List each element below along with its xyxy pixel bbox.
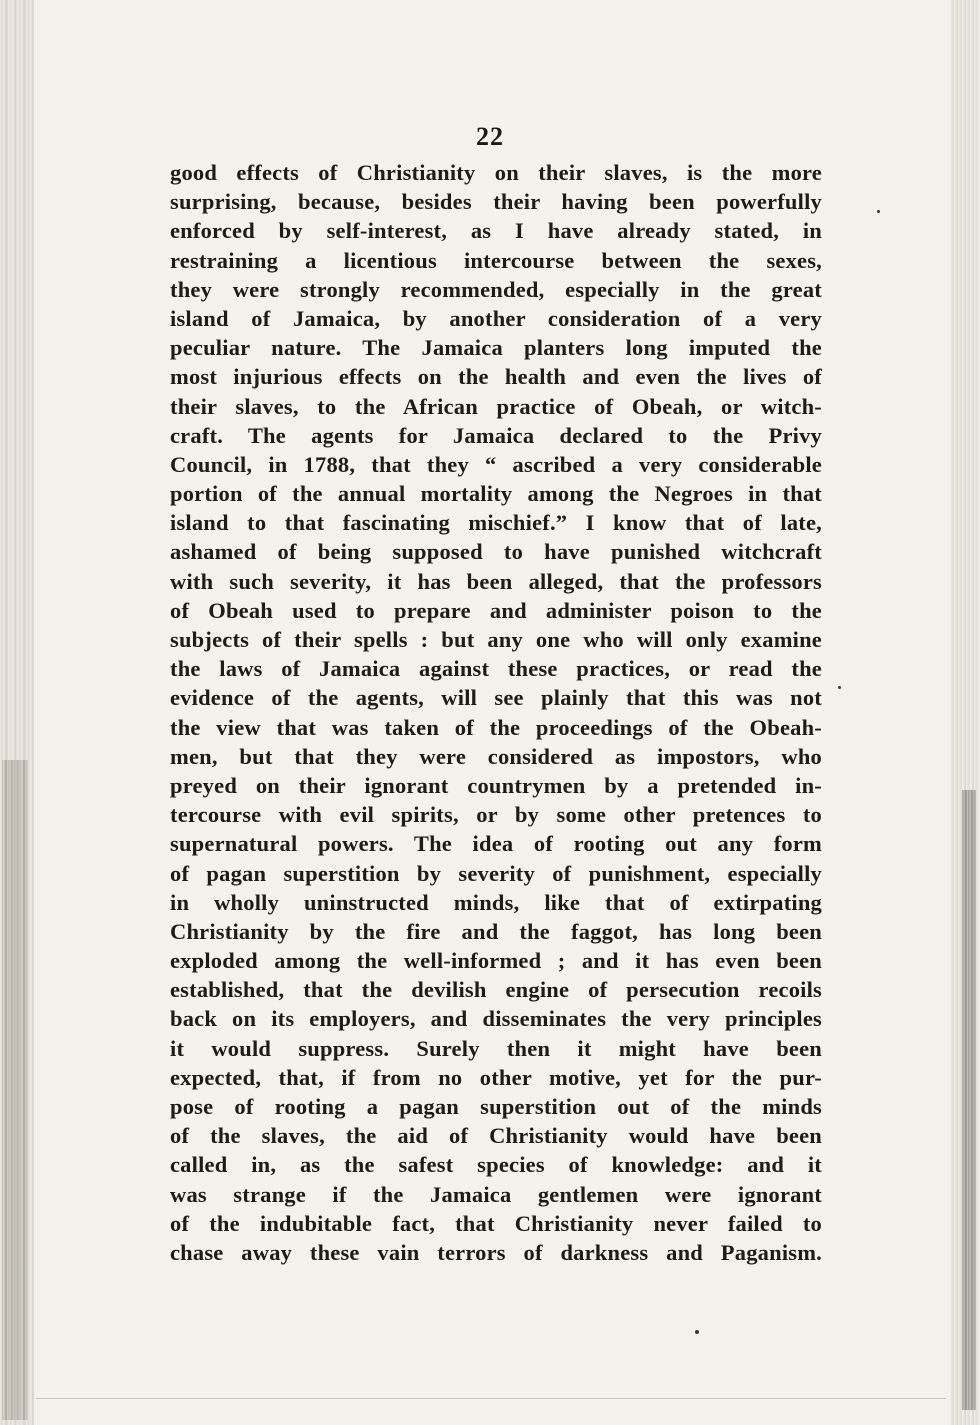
left-binding-dark-band [2, 760, 28, 1420]
text-line: subjects of their spells : but any one who will only examine [170, 627, 822, 652]
ink-speck [877, 210, 880, 213]
text-line: ashamed of being supposed to have punished witchcraft [170, 539, 822, 565]
text-line: they were strongly recommended, especially in the great [170, 276, 822, 302]
bottom-page-edge [36, 1398, 946, 1399]
text-line: portion of the annual mortality among the Negroes in that [170, 481, 822, 507]
text-line: with such severity, it has been alleged, that the professors [170, 568, 822, 594]
text-line: back on its employers, and disseminates the very principles [170, 1006, 822, 1032]
text-line: expected, that, if from no other motive, yet for the pur- [170, 1064, 822, 1090]
text-line: Christianity by the fire and the faggot, has long been [170, 918, 822, 944]
text-line: tercourse with evil spirits, or by some other pretences to [170, 802, 822, 828]
text-line: restraining a licentious intercourse between the sexes, [170, 247, 822, 273]
text-line: island to that fascinating mischief.” I know that of late, [170, 510, 822, 536]
text-line: craft. The agents for Jamaica declared to the Privy [170, 422, 822, 448]
text-line: was strange if the Jamaica gentlemen were ignorant [170, 1181, 822, 1207]
text-line: of the indubitable fact, that Christianity never failed to [170, 1210, 822, 1236]
text-line: enforced by self-interest, as I have already stated, in [170, 218, 822, 244]
text-line: their slaves, to the African practice of Obeah, or witch- [170, 393, 822, 419]
text-line: most injurious effects on the health and even the lives of [170, 364, 822, 390]
text-line: the laws of Jamaica against these practices, or read the [170, 656, 822, 682]
text-line: peculiar nature. The Jamaica planters long imputed the [170, 335, 822, 361]
text-line: in wholly uninstructed minds, like that of extirpating [170, 889, 822, 915]
body-text [170, 158, 822, 1267]
text-line: preyed on their ignorant countrymen by a pretended in- [170, 772, 822, 798]
text-line: surprising, because, besides their having been powerfully [170, 189, 822, 215]
text-line: of the slaves, the aid of Christianity would have been [170, 1123, 822, 1149]
right-page-edge-dark-band [962, 790, 976, 1410]
text-line: good effects of Christianity on their slaves, is the more [170, 160, 822, 185]
text-line: called in, as the safest species of knowledge: and it [170, 1152, 822, 1178]
text-line: Council, in 1788, that they “ ascribed a very considerable [170, 451, 822, 477]
text-line: island of Jamaica, by another consideration of a very [170, 305, 822, 331]
ink-speck [838, 686, 841, 689]
text-line: evidence of the agents, will see plainly that this was not [170, 685, 822, 711]
text-line: of Obeah used to prepare and administer poison to the [170, 597, 822, 623]
text-line: of pagan superstition by severity of punishment, especially [170, 860, 822, 886]
text-line: men, but that they were considered as impostors, who [170, 743, 822, 769]
text-line: established, that the devilish engine of persecution recoils [170, 977, 822, 1003]
text-line: the view that was taken of the proceedings of the Obeah- [170, 714, 822, 740]
text-line: pose of rooting a pagan superstition out of the minds [170, 1094, 822, 1119]
text-line: supernatural powers. The idea of rooting out any form [170, 831, 822, 857]
ink-speck [695, 1330, 699, 1334]
page-number: 22 [476, 122, 504, 151]
text-line: exploded among the well-informed ; and it has even been [170, 948, 822, 974]
text-line: it would suppress. Surely then it might have been [170, 1035, 822, 1061]
text-line: chase away these vain terrors of darkness and Paganism. [170, 1239, 822, 1265]
